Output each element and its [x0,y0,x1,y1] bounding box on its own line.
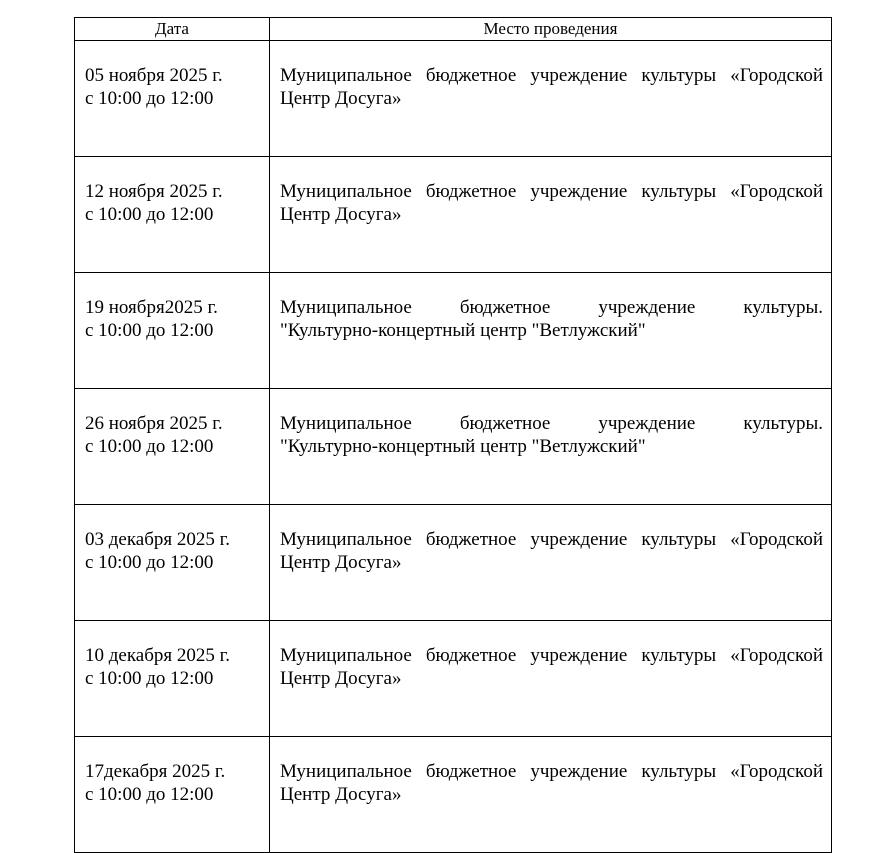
place-cell [270,737,832,853]
table-row [75,273,832,389]
place-line-1: Муниципальное бюджетное учреждение культуры. [280,413,823,434]
place-line-1: Муниципальное бюджетное учреждение культуры «Городской [280,761,823,782]
event-time: с 10:00 до 12:00 [85,204,214,225]
place-line-2: Центр Досуга» [280,204,402,225]
header-place: Место проведения [270,18,832,41]
event-time: с 10:00 до 12:00 [85,784,214,805]
place-cell [270,389,832,505]
place-cell [270,505,832,621]
event-time: с 10:00 до 12:00 [85,320,214,341]
place-line-2: Центр Досуга» [280,668,402,689]
place-line-2: Центр Досуга» [280,784,402,805]
place-line-1: Муниципальное бюджетное учреждение культуры «Городской [280,65,823,86]
place-cell [270,621,832,737]
date-cell [75,389,270,505]
place-line-1: Муниципальное бюджетное учреждение культуры «Городской [280,181,823,202]
header-date: Дата [75,18,270,41]
table-row [75,737,832,853]
event-date: 19 ноября2025 г. [85,297,218,318]
date-cell [75,737,270,853]
event-time: с 10:00 до 12:00 [85,436,214,457]
event-date: 12 ноября 2025 г. [85,181,223,202]
date-cell [75,41,270,157]
date-cell [75,621,270,737]
place-cell [270,41,832,157]
table-row [75,505,832,621]
place-line-2: "Культурно-концертный центр "Ветлужский" [280,320,646,341]
event-date: 17декабря 2025 г. [85,761,226,782]
table-row [75,41,832,157]
table-row [75,389,832,505]
event-date: 03 декабря 2025 г. [85,529,231,550]
event-time: с 10:00 до 12:00 [85,88,214,109]
table-header-row [75,18,832,41]
place-line-2: "Культурно-концертный центр "Ветлужский" [280,436,646,457]
place-line-2: Центр Досуга» [280,88,402,109]
table-row [75,157,832,273]
place-cell [270,273,832,389]
event-date: 26 ноября 2025 г. [85,413,223,434]
event-date: 10 декабря 2025 г. [85,645,231,666]
place-line-1: Муниципальное бюджетное учреждение культуры «Городской [280,529,823,550]
place-cell [270,157,832,273]
place-line-1: Муниципальное бюджетное учреждение культуры «Городской [280,645,823,666]
event-time: с 10:00 до 12:00 [85,668,214,689]
place-line-2: Центр Досуга» [280,552,402,573]
date-cell [75,273,270,389]
event-time: с 10:00 до 12:00 [85,552,214,573]
event-date: 05 ноября 2025 г. [85,65,223,86]
date-cell [75,505,270,621]
date-cell [75,157,270,273]
place-line-1: Муниципальное бюджетное учреждение культуры. [280,297,823,318]
table-row [75,621,832,737]
schedule-table [74,17,832,853]
